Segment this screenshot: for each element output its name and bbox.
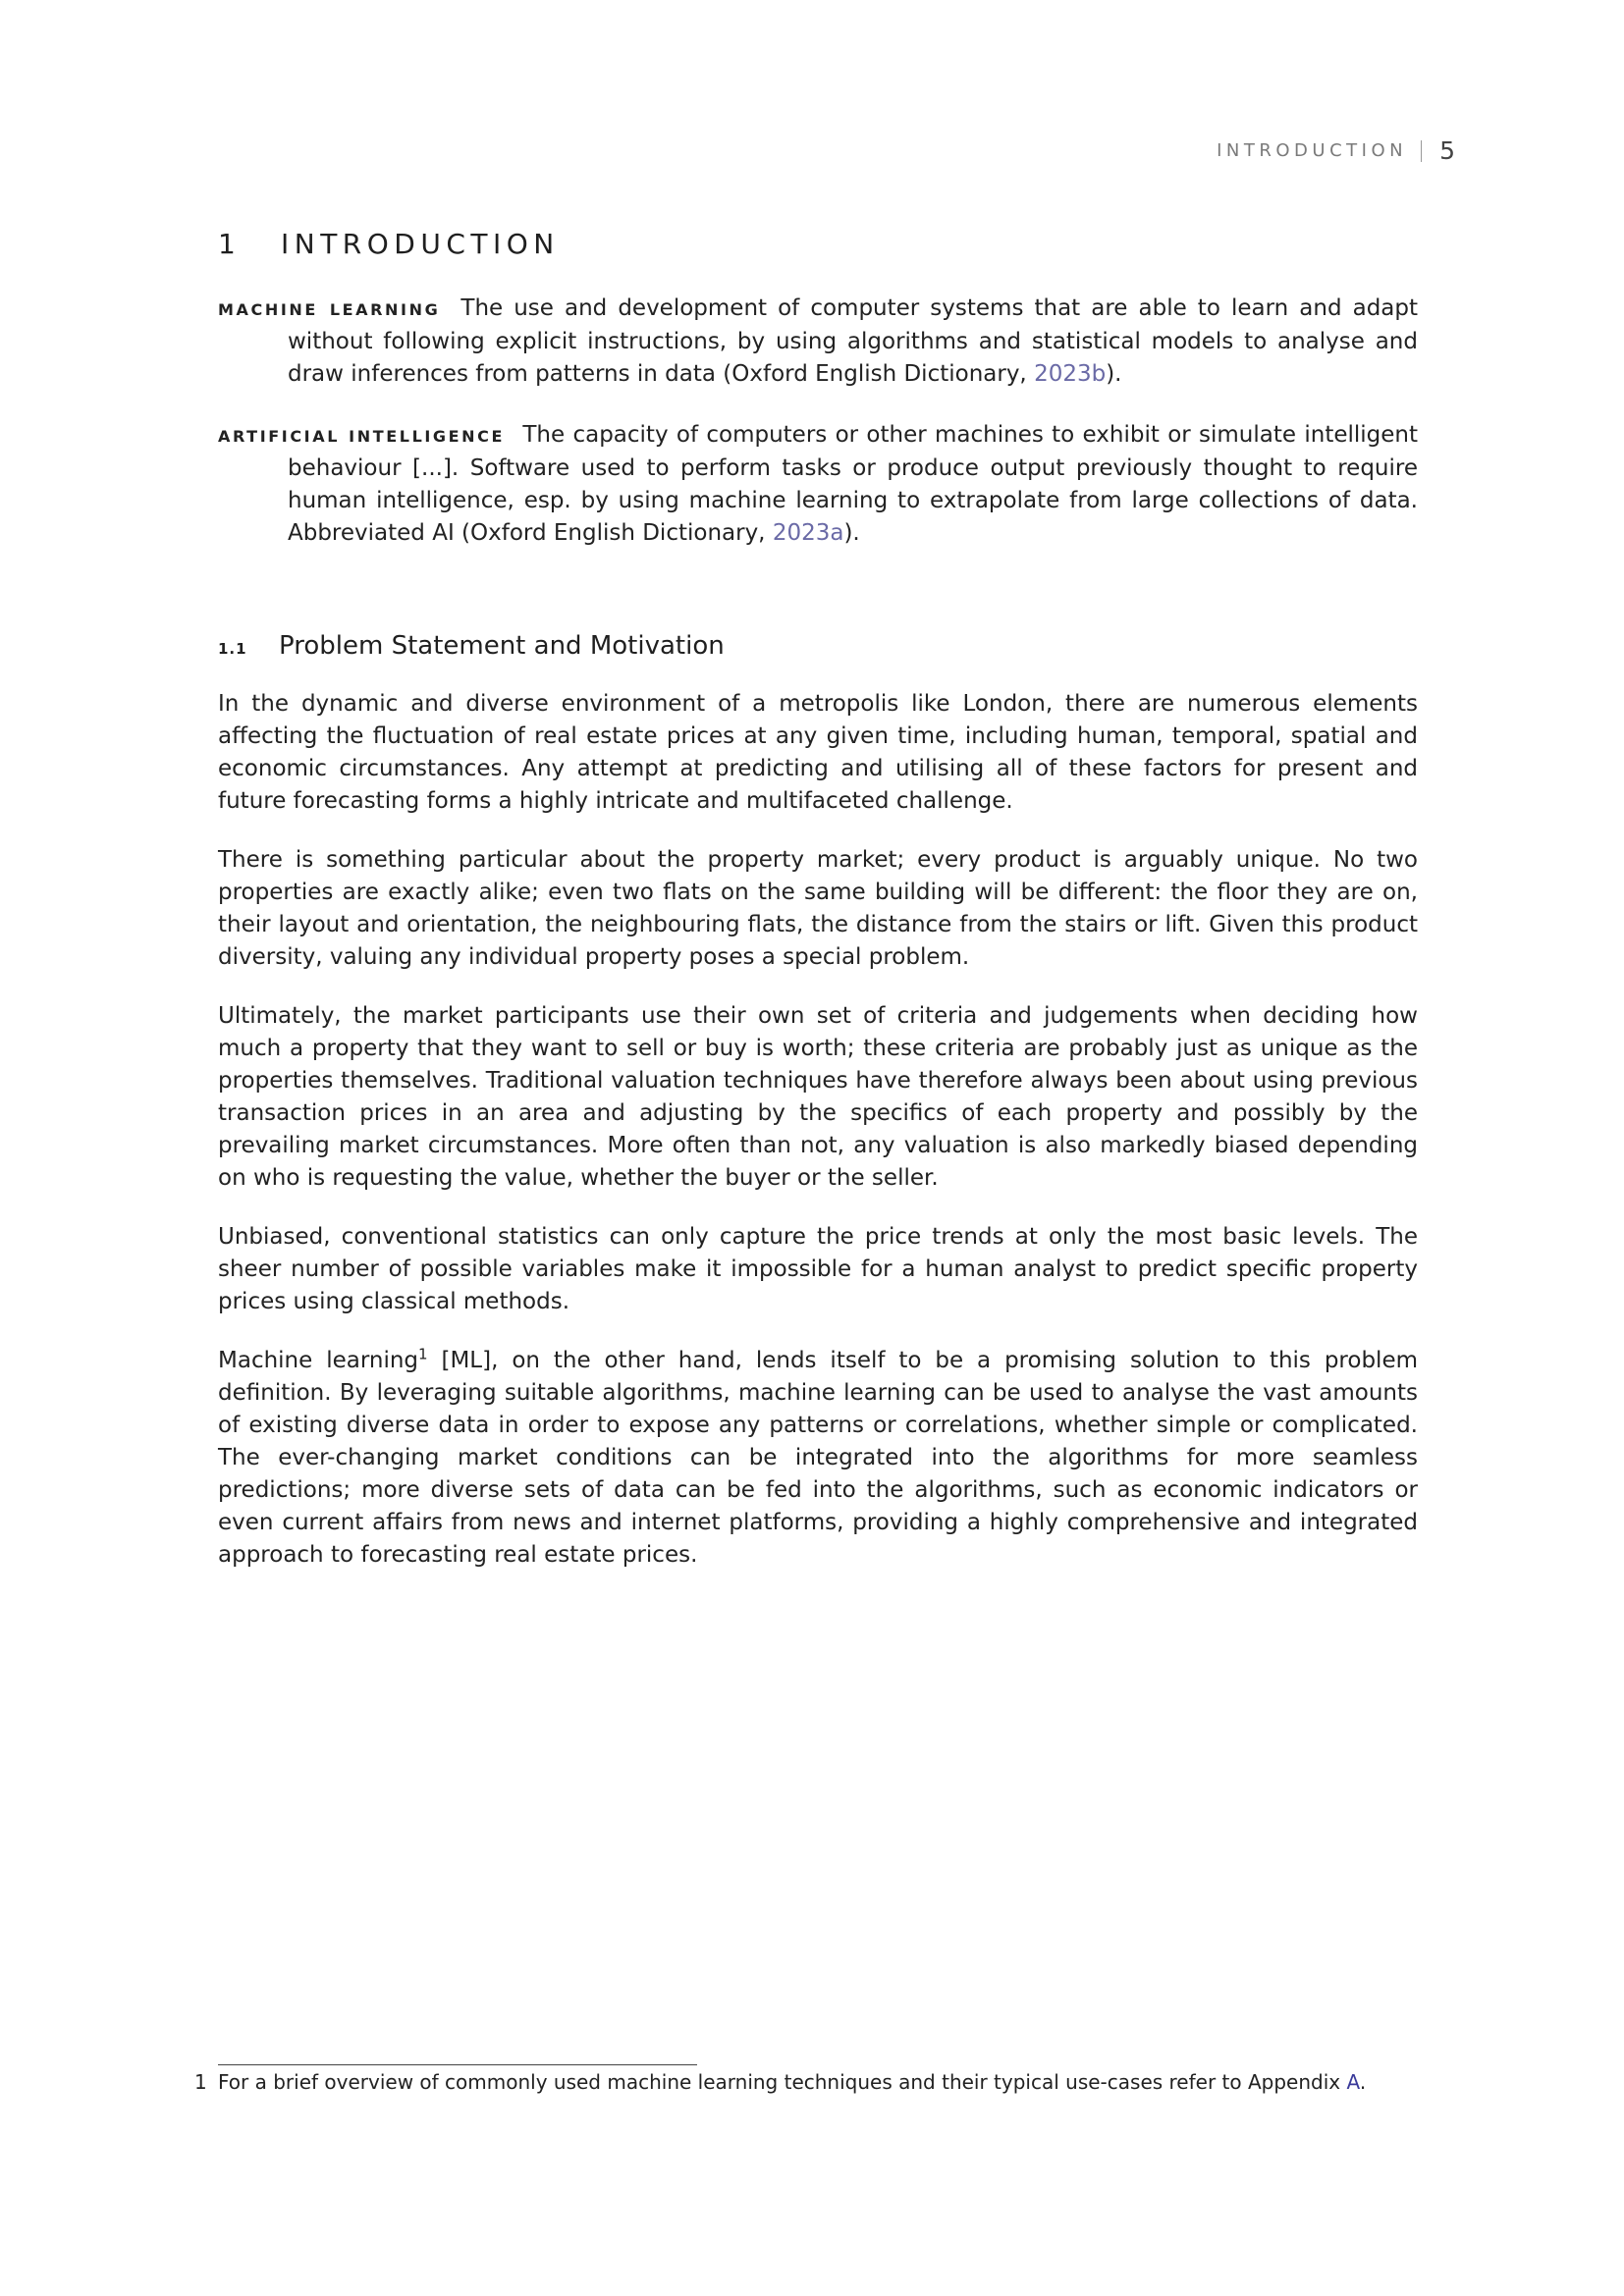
header-divider [1421, 140, 1422, 162]
paragraph-machine-learning [218, 1345, 1418, 1572]
page-number: 5 [1439, 136, 1455, 165]
citation-link[interactable]: 2023b [1034, 361, 1107, 387]
chapter-number: 1 [218, 228, 236, 260]
definition-text: The use and development of computer systems that are able to learn and adapt without following explicit instructions, by using algorithms and statistical models to analyse and draw inferences from patterns in data (Oxford English Dictionary, [288, 295, 1419, 387]
paragraph: Ultimately, the market participants use their own set of criteria and judgements when deciding how much a property that they want to sell or buy is worth; these criteria are probably just as unique as the properties themselves. Traditional valuation techniques have therefore always been about using previous transaction prices in an area and adjusting by the specifics of each property and possibly by the prevailing market circumstances. More often than not, any valuation is also markedly biased depending on who is requesting the value, whether the buyer or the seller. [218, 1003, 1418, 1191]
definition-machine-learning [218, 293, 1418, 391]
running-header [1217, 136, 1455, 165]
paragraph: There is something particular about the property market; every product is arguably unique. No two properties are exactly alike; even two flats on the same building will be different: the floor they are on, their layout and orientation, the neighbouring flats, the distance from the stairs or lift. Given this product diversity, valuing any individual property poses a special problem. [218, 847, 1418, 970]
body-text [218, 688, 1418, 1598]
footnote [194, 2068, 1432, 2096]
section-number: 1.1 [218, 640, 247, 658]
section-heading [218, 631, 725, 661]
footnote-rule [218, 2064, 697, 2065]
appendix-link[interactable]: A [1346, 2070, 1360, 2094]
chapter-heading [218, 228, 560, 260]
definition-term: MACHINE LEARNING [218, 300, 441, 319]
definition-artificial-intelligence [218, 419, 1418, 550]
section-title: Problem Statement and Motivation [279, 631, 725, 661]
definition-term: ARTIFICIAL INTELLIGENCE [218, 427, 506, 446]
paragraph: In the dynamic and diverse environment of a metropolis like London, there are numerous elements affecting the fluctuation of real estate prices at any given time, including human, temporal, spatial and economic circumstances. Any attempt at predicting and utilising all of these factors for present and future forecasting forms a highly intricate and multifaceted challenge. [218, 691, 1418, 814]
definitions-list [218, 293, 1418, 578]
footnote-text: For a brief overview of commonly used machine learning techniques and their typical use-cases refer to Appendix [218, 2070, 1347, 2094]
definition-text: The capacity of computers or other machines to exhibit or simulate intelligent behaviour [...]. Software used to perform tasks or produce output previously thought to require human intelligence, esp. by using machine learning to extrapolate from large collections of data. Abbreviated AI (Oxford English Dictionary, [288, 422, 1419, 546]
footnote-tail: . [1359, 2070, 1367, 2094]
footnote-marker[interactable]: 1 [418, 1345, 428, 1363]
definition-tail: ). [1106, 361, 1122, 387]
paragraph: Unbiased, conventional statistics can only capture the price trends at only the most basic levels. The sheer number of possible variables make it impossible for a human analyst to predict specific property prices using classical methods. [218, 1224, 1418, 1314]
chapter-title: INTRODUCTION [281, 228, 560, 260]
footnote-number: 1 [194, 2070, 207, 2094]
paragraph-lead: Machine learning [218, 1348, 419, 1373]
paragraph-rest: [ML], on the other hand, lends itself to be a promising solution to this problem definition. By leveraging suitable algorithms, machine learning can be used to analyse the vast amounts of existing diverse data in order to expose any patterns or correlations, whether simple or complicated. The ever-changing market conditions can be integrated into the algorithms for more seamless predictions; more diverse sets of data can be fed into the algorithms, such as economic indicators or even current affairs from news and internet platforms, providing a highly comprehensive and integrated approach to forecasting real estate prices. [218, 1348, 1419, 1568]
citation-link[interactable]: 2023a [772, 520, 844, 546]
definition-tail: ). [843, 520, 860, 546]
running-title: INTRODUCTION [1217, 140, 1408, 161]
